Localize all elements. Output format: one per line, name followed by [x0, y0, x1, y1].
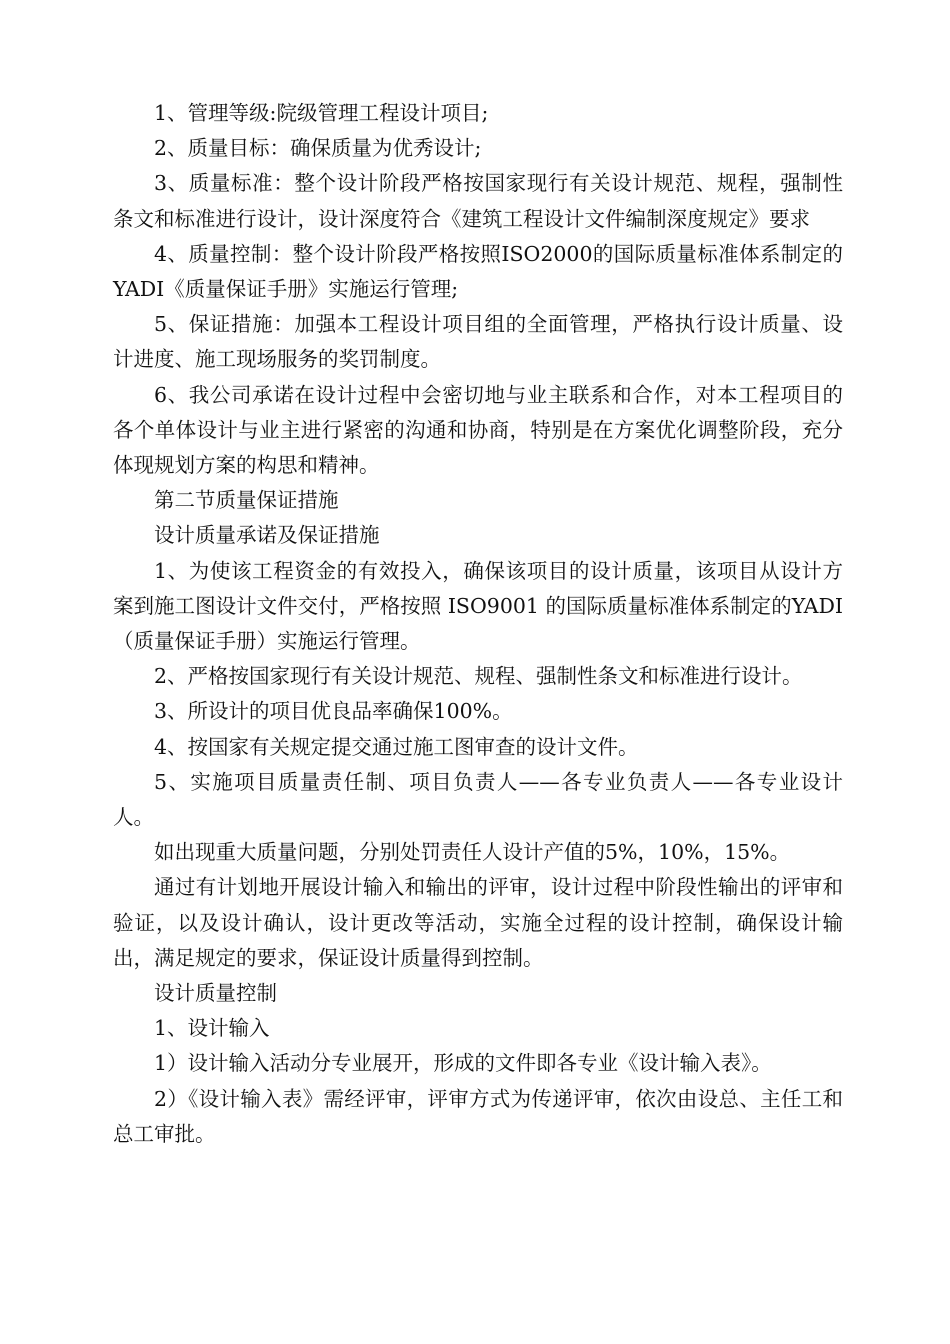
subsection-heading-design-control: 设计质量控制	[154, 981, 277, 1006]
paragraph-management-level: 1、管理等级:院级管理工程设计项目;	[154, 101, 489, 125]
paragraph-quality-control: 4、质量控制：整个设计阶段严格按照ISO2000的国际质量标准体系制定的YADI《质量保证手册》实施运行管理;	[113, 241, 843, 302]
paragraph-quality-goal: 2、质量目标：确保质量为优秀设计;	[154, 136, 482, 161]
paragraph-review-process: 通过有计划地开展设计输入和输出的评审，设计过程中阶段性输出的评审和验证，以及设计确认，设计更改等活动，实施全过程的设计控制，确保设计输出，满足规定的要求，保证设计质量得到控制。	[113, 875, 843, 970]
paragraph-item-5: 5、实施项目质量责任制、项目负责人——各专业负责人——各专业设计人。	[113, 769, 843, 830]
paragraph-quality-standard: 3、质量标准：整个设计阶段严格按国家现行有关设计规范、规程，强制性条文和标准进行设计，设计深度符合《建筑工程设计文件编制深度规定》要求	[113, 171, 843, 231]
paragraph-design-input-2: 2）《设计输入表》需经评审，评审方式为传递评审，依次由设总、主任工和总工审批。	[113, 1086, 843, 1146]
paragraph-item-2: 2、严格按国家现行有关设计规范、规程、强制性条文和标准进行设计。	[154, 664, 803, 689]
paragraph-company-commitment: 6、我公司承诺在设计过程中会密切地与业主联系和合作，对本工程项目的各个单体设计与业主进行紧密的沟通和协商，特别是在方案优化调整阶段，充分体现规划方案的构思和精神。	[113, 382, 843, 478]
subsection-heading: 设计质量承诺及保证措施	[154, 523, 380, 548]
paragraph-design-input-1: 1）设计输入活动分专业展开，形成的文件即各专业《设计输入表》。	[154, 1051, 772, 1076]
paragraph-item-3: 3、所设计的项目优良品率确保100%。	[154, 699, 513, 724]
paragraph-guarantee-measures: 5、保证措施：加强本工程设计项目组的全面管理，严格执行设计质量、设计进度、施工现场服务的奖罚制度。	[113, 312, 843, 372]
paragraph-penalty: 如出现重大质量问题，分别处罚责任人设计产值的5%，10%，15%。	[154, 840, 791, 865]
section-heading: 第二节质量保证措施	[154, 488, 339, 513]
paragraph-item-4: 4、按国家有关规定提交通过施工图审查的设计文件。	[154, 734, 639, 759]
paragraph-design-input-heading: 1、设计输入	[154, 1016, 270, 1041]
paragraph-item-1: 1、为使该工程资金的有效投入，确保该项目的设计质量，该项目从设计方案到施工图设计文件交付，严格按照 ISO9001 的国际质量标准体系制定的YADI（质量保证手册）实施运行管理。	[113, 558, 843, 654]
document-page	[113, 96, 843, 1152]
